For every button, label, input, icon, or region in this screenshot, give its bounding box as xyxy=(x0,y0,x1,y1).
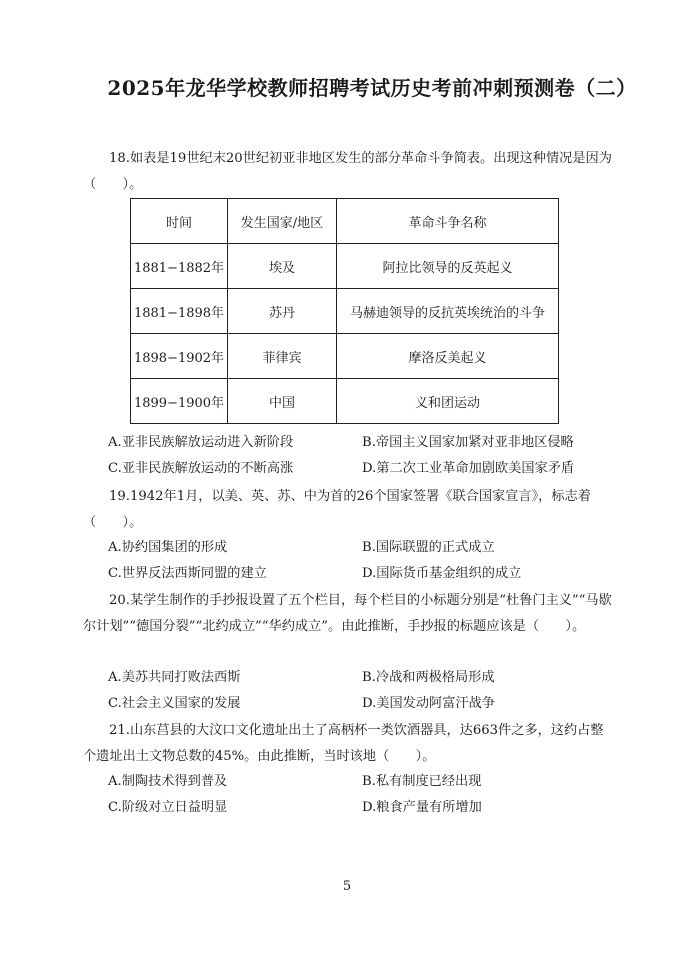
q20-option-d: D.美国发动阿富汗战争 xyxy=(362,696,495,711)
q18-table xyxy=(130,198,559,424)
q18-option-b: B.帝国主义国家加紧对亚非地区侵略 xyxy=(362,435,574,450)
table-cell-event: 马赫迪领导的反抗英埃统治的斗争 xyxy=(337,289,559,334)
table-cell-time: 1881−1898年 xyxy=(131,289,228,334)
q20-stem: 20.某学生制作的手抄报设置了五个栏目，每个栏目的小标题分别是“杜鲁门主义”“马歇尔计划”“德国分裂”“北约成立”“华约成立”。由此推断，手抄报的标题应该是（ ）。 xyxy=(83,593,612,634)
table-header-event: 革命斗争名称 xyxy=(337,199,559,244)
q19-stem: 19.1942年1月，以美、英、苏、中为首的26个国家签署《联合国家宣言》，标志着（ ）。 xyxy=(83,489,591,530)
table-cell-country: 埃及 xyxy=(228,244,337,289)
q21-option-b: B.私有制度已经出现 xyxy=(362,774,482,789)
q21-option-d: D.粮食产量有所增加 xyxy=(362,800,482,815)
table-header-row xyxy=(131,199,559,244)
q18-option-a: A.亚非民族解放运动进入新阶段 xyxy=(108,435,294,450)
table-row xyxy=(131,379,559,424)
table-cell-time: 1881−1882年 xyxy=(131,244,228,289)
table-cell-country: 中国 xyxy=(228,379,337,424)
table-cell-time: 1899−1900年 xyxy=(131,379,228,424)
table-row xyxy=(131,334,559,379)
table-row xyxy=(131,289,559,334)
q18-stem: 18.如表是19世纪末20世纪初亚非地区发生的部分革命斗争简表。出现这种情况是因为（ ）。 xyxy=(83,151,612,192)
table-cell-event: 摩洛反美起义 xyxy=(337,334,559,379)
page-title: 2025年龙华学校教师招聘考试历史考前冲刺预测卷（二） xyxy=(107,76,637,100)
page-number: 5 xyxy=(342,879,352,894)
q20-option-a: A.美苏共同打败法西斯 xyxy=(108,670,241,685)
q21-option-c: C.阶级对立日益明显 xyxy=(108,800,228,815)
q21-stem: 21.山东莒县的大汶口文化遗址出土了高柄杯一类饮酒器具，达663件之多，这约占整个遗址出土文物总数的45%。由此推断，当时该地（ ）。 xyxy=(83,723,604,764)
q18-option-c: C.亚非民族解放运动的不断高涨 xyxy=(108,461,294,476)
table-cell-event: 阿拉比领导的反英起义 xyxy=(337,244,559,289)
table-row xyxy=(131,244,559,289)
table-cell-event: 义和团运动 xyxy=(337,379,559,424)
q18-option-d: D.第二次工业革命加剧欧美国家矛盾 xyxy=(362,461,575,476)
q19-option-b: B.国际联盟的正式成立 xyxy=(362,540,495,555)
q20-option-c: C.社会主义国家的发展 xyxy=(108,696,241,711)
q19-option-d: D.国际货币基金组织的成立 xyxy=(362,566,522,581)
table-cell-country: 苏丹 xyxy=(228,289,337,334)
table-cell-time: 1898−1902年 xyxy=(131,334,228,379)
table-cell-country: 菲律宾 xyxy=(228,334,337,379)
table-header-time: 时间 xyxy=(131,199,228,244)
table-header-country: 发生国家/地区 xyxy=(228,199,337,244)
q21-option-a: A.制陶技术得到普及 xyxy=(108,774,228,789)
q20-option-b: B.冷战和两极格局形成 xyxy=(362,670,495,685)
q19-option-c: C.世界反法西斯同盟的建立 xyxy=(108,566,267,581)
q19-option-a: A.协约国集团的形成 xyxy=(108,540,228,555)
